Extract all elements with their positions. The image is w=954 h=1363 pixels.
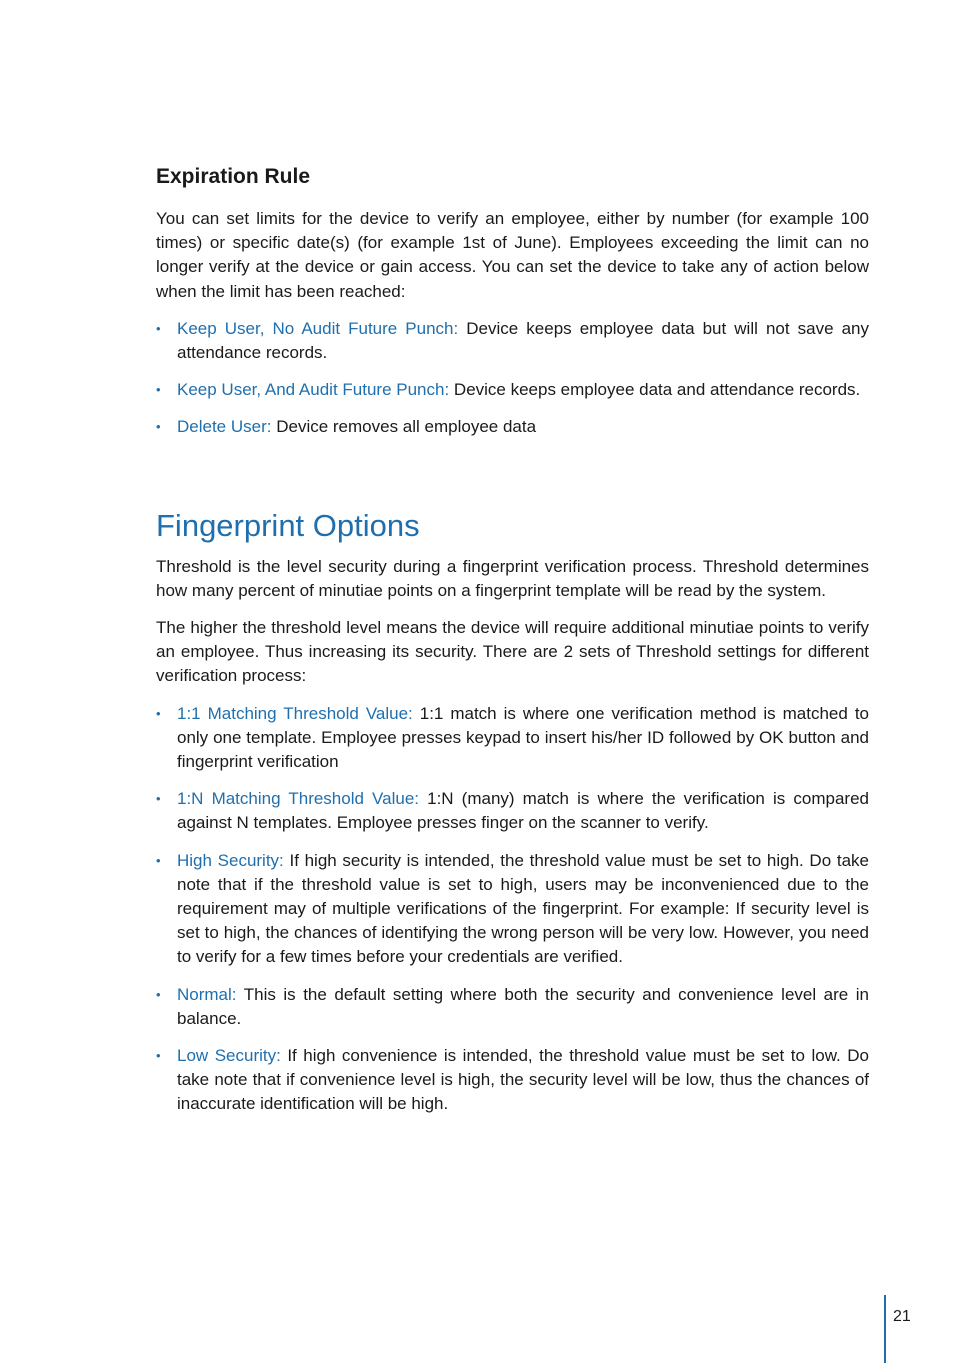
list-item-text: If high security is intended, the threshold value must be set to high. Do take note that if the threshold value is set to high, users may be inconvenienced due to the requirement may of multiple verifications of the fingerprint. For example: If security level is set to high, the chances of identifying the wrong person will be very low. However, you need to verify for a few times before your credentials are verified. (177, 850, 869, 967)
list-item-text: This is the default setting where both the security and convenience level are in balance. (177, 984, 869, 1028)
list-item (156, 415, 869, 439)
list-item-text: Device removes all employee data (271, 417, 537, 437)
bullet-icon: • (156, 791, 161, 807)
list-item (156, 983, 869, 1031)
list-item (156, 1044, 869, 1117)
page-content (156, 160, 869, 1130)
list-item-text: Device keeps employee data and attendance records. (449, 380, 861, 400)
list-item-term: Delete User: (177, 417, 272, 437)
bullet-icon: • (156, 419, 161, 435)
list-item (156, 702, 869, 775)
expiration-rule-heading: Expiration Rule (156, 165, 311, 188)
list-item-term: Normal: (177, 984, 237, 1004)
page-number: 21 (893, 1308, 911, 1325)
list-item-term: 1:N Matching Threshold Value: (177, 789, 419, 809)
bullet-icon: • (156, 705, 161, 721)
fingerprint-para-2: The higher the threshold level means the device will require additional minutiae points to verify an employee. Thus increasing its security. There are 2 sets of Threshold settings for different verification process: (156, 618, 869, 686)
fingerprint-para-1: Threshold is the level security during a fingerprint verification process. Threshold determines how many percent of minutiae points on a fingerprint template will be read by the system. (156, 556, 869, 600)
list-item-text: 1:1 match is where one verification method is matched to only one template. Employee presses keypad to insert his/her ID followed by OK button and fingerprint verification (177, 703, 869, 772)
list-item-term: 1:1 Matching Threshold Value: (177, 703, 413, 723)
list-item (156, 317, 869, 365)
threshold-settings-list (156, 702, 869, 1117)
fingerprint-options-heading: Fingerprint Options (156, 507, 420, 543)
list-item-text: If high convenience is intended, the threshold value must be set to low. Do take note that if convenience level is high, the security level will be low, thus the chances of inaccurate identification will be high. (177, 1046, 869, 1114)
list-item-term: Low Security: (177, 1046, 281, 1066)
list-item-term: Keep User, And Audit Future Punch: (177, 380, 450, 400)
expiration-actions-list (156, 317, 869, 440)
bullet-icon: • (156, 382, 161, 398)
expiration-rule-intro: You can set limits for the device to verify an employee, either by number (for example 100 times) or specific date(s) (for example 1st of June). Employees exceeding the limit can no longer verify at the device or gain access. You can set the device to take any of action below when the limit has been reached: (156, 209, 869, 301)
page-number-divider (884, 1295, 886, 1363)
bullet-icon: • (156, 1048, 161, 1064)
list-item-term: High Security: (177, 850, 284, 870)
bullet-icon: • (156, 852, 161, 868)
list-item (156, 849, 869, 970)
list-item (156, 787, 869, 835)
list-item (156, 378, 869, 402)
section-spacer (156, 453, 869, 503)
list-item-text: Device keeps employee data but will not save any attendance records. (177, 318, 869, 363)
list-item-text: 1:N (many) match is where the verification is compared against N templates. Employee presses finger on the scanner to verify. (177, 789, 869, 833)
bullet-icon: • (156, 986, 161, 1002)
list-item-term: Keep User, No Audit Future Punch: (177, 318, 459, 338)
bullet-icon: • (156, 320, 161, 336)
